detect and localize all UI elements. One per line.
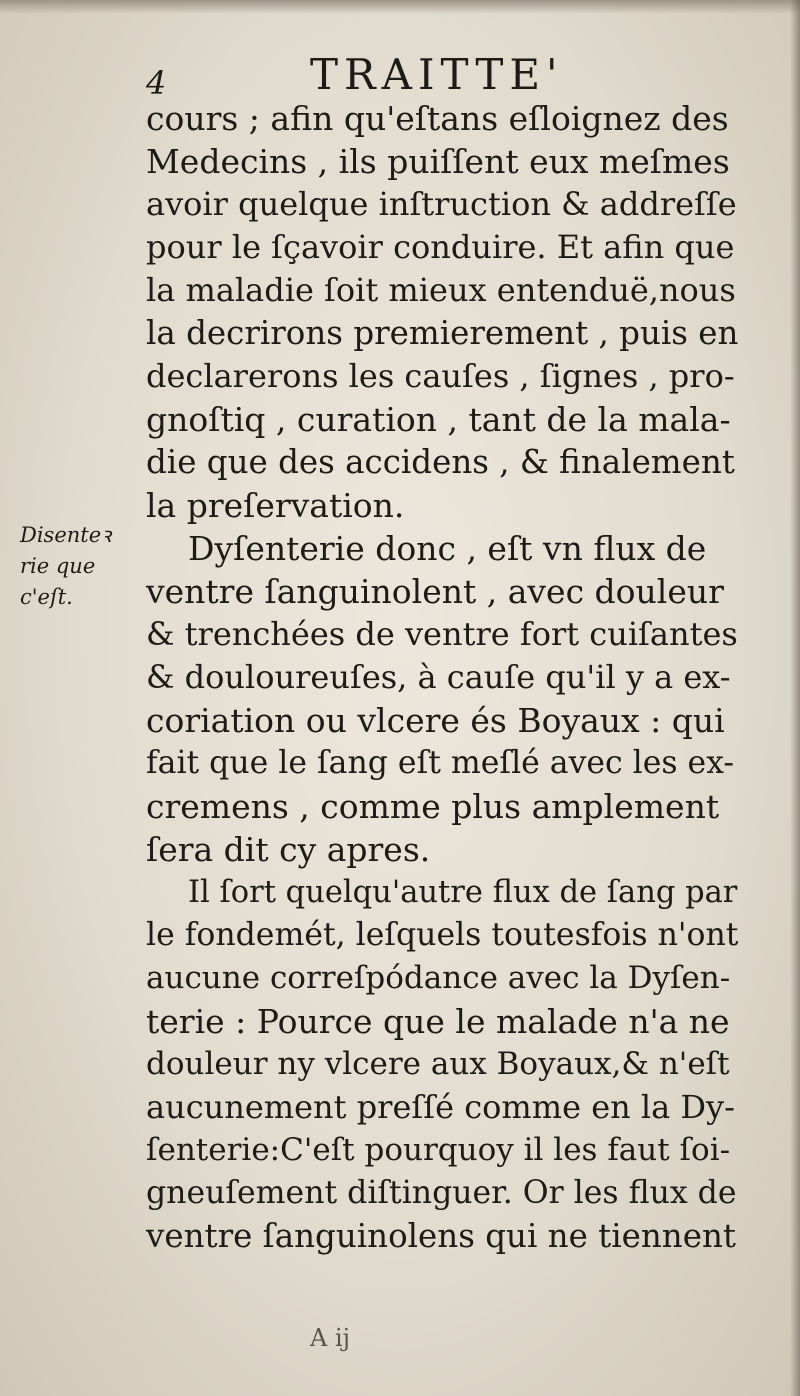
margin-note-line: c'eſt. bbox=[20, 585, 73, 609]
margin-note bbox=[20, 520, 140, 613]
text-line: fait que le ſang eſt meſlé avec les ex- bbox=[146, 745, 735, 781]
text-line: ventre ſanguinolens qui ne tiennent bbox=[146, 1217, 736, 1255]
signature-mark: A ij bbox=[310, 1324, 351, 1352]
text-line: avoir quelque inſtruction & addreſſe bbox=[146, 185, 737, 223]
text-line: la decrirons premierement , puis en bbox=[146, 314, 739, 352]
text-line: coriation ou vlcere és Boyaux : qui bbox=[146, 701, 725, 740]
running-title: TRAITTE' bbox=[310, 50, 564, 99]
text-line: ſenterie:C'eſt pourquoy il les faut ſoi- bbox=[146, 1132, 731, 1168]
text-line: aucunement preſſé comme en la Dy- bbox=[146, 1088, 735, 1126]
text-line: la preſervation. bbox=[146, 486, 405, 525]
page-number: 4 bbox=[146, 64, 167, 102]
text-line: declarerons les cauſes , ſignes , pro- bbox=[146, 357, 735, 395]
text-line: Dyſenterie donc , eſt vn flux de bbox=[188, 529, 707, 568]
margin-note-line: Disenteꝛ bbox=[20, 523, 112, 547]
text-line: douleur ny vlcere aux Boyaux,& n'eſt bbox=[146, 1046, 730, 1082]
page-top-shadow bbox=[0, 0, 800, 14]
text-line: cremens , comme plus amplement bbox=[146, 787, 720, 826]
text-line: ventre ſanguinolent , avec douleur bbox=[146, 572, 724, 611]
text-line: Medecins , ils puiſſent eux meſmes bbox=[146, 142, 730, 181]
text-line: terie : Pource que le malade n'a ne bbox=[146, 1002, 730, 1041]
text-line: & trenchées de ventre fort cuiſantes bbox=[146, 615, 738, 653]
text-line: & douloureuſes, à cauſe qu'il y a ex- bbox=[146, 658, 731, 696]
text-line: cours ; afin qu'eſtans eſloignez des bbox=[146, 99, 729, 138]
text-line: Il ſort quelqu'autre flux de ſang par bbox=[188, 875, 738, 910]
text-line: la maladie ſoit mieux entenduë,nous bbox=[146, 271, 736, 309]
text-line: le fondemét, leſquels toutesfois n'ont bbox=[146, 917, 739, 953]
margin-note-line: rie que bbox=[20, 554, 96, 578]
page-edge-shadow bbox=[790, 0, 800, 1396]
text-line: gneuſement diſtinguer. Or les flux de bbox=[146, 1175, 737, 1211]
text-line: aucune correſpódance avec la Dyſen- bbox=[146, 960, 731, 996]
text-line: gnoſtiq , curation , tant de la mala- bbox=[146, 400, 731, 439]
text-line: pour le ſçavoir conduire. Et afin que bbox=[146, 228, 735, 266]
text-line: die que des accidens , & finalement bbox=[146, 443, 735, 481]
text-line: ſera dit cy apres. bbox=[146, 830, 431, 869]
